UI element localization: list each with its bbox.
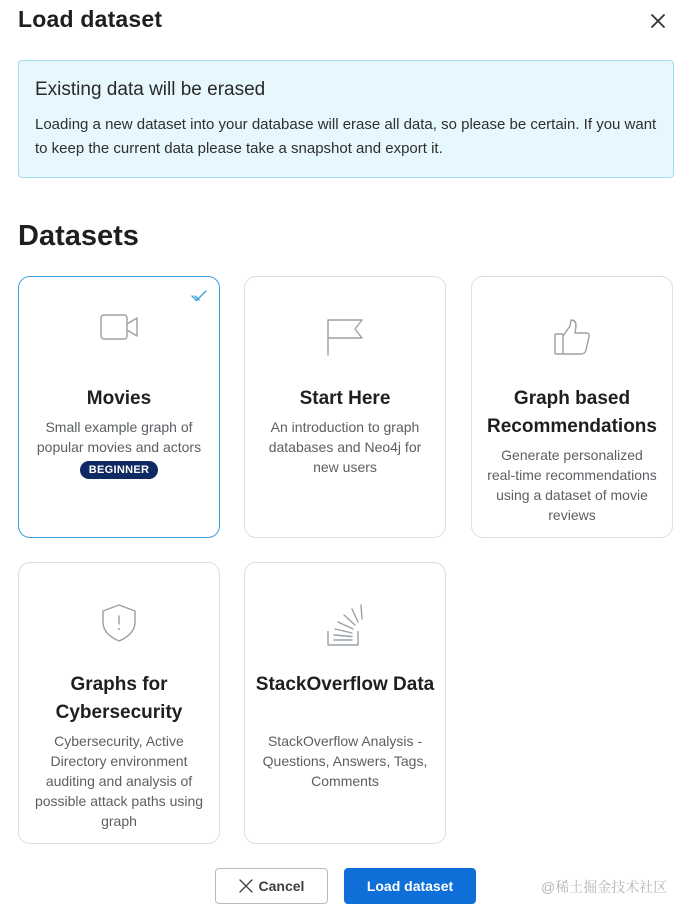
close-button[interactable] [646, 9, 670, 33]
card-description: An introduction to graph databases and Neo4j for new users [268, 419, 422, 475]
check-icon [191, 289, 207, 308]
card-description: Cybersecurity, Active Directory environment auditing and analysis of possible attack paths using graph [34, 733, 204, 829]
beginner-badge: BEGINNER [80, 461, 158, 479]
card-title: Movies [86, 388, 152, 409]
thumbs-up-icon [472, 317, 672, 357]
dialog-title: Load dataset [18, 6, 163, 32]
datasets-heading: Datasets [18, 220, 139, 252]
card-title: Graph based Recommendations [487, 388, 657, 437]
dataset-card-recommendations[interactable] [471, 276, 673, 538]
card-title: Start Here [299, 388, 391, 409]
warning-title: Existing data will be erased [35, 79, 266, 100]
shield-alert-icon [19, 603, 219, 643]
cancel-label: Cancel [258, 878, 305, 894]
erase-warning-banner [18, 60, 674, 178]
card-title: Graphs for Cybersecurity [55, 674, 183, 723]
load-label: Load dataset [366, 878, 454, 894]
dataset-card-cybersecurity[interactable] [18, 562, 220, 844]
card-description: Generate personalized real-time recommendations using a dataset of movie reviews [487, 447, 657, 523]
dataset-card-movies[interactable] [18, 276, 220, 538]
video-camera-icon [19, 313, 219, 341]
close-icon [650, 13, 666, 29]
cancel-button[interactable] [215, 868, 328, 904]
dataset-card-stackoverflow[interactable] [244, 562, 446, 844]
dataset-card-start-here[interactable] [244, 276, 446, 538]
card-description: Small example graph of popular movies and actors [36, 419, 202, 455]
load-dataset-button[interactable] [344, 868, 476, 904]
stackoverflow-icon [245, 601, 445, 647]
warning-text: Loading a new dataset into your database will erase all data, so please be certain. If you want to keep the current data please take a snapshot and export it. [35, 116, 657, 157]
card-description: StackOverflow Analysis - Questions, Answers, Tags, Comments [262, 733, 428, 789]
card-title: StackOverflow Data [255, 674, 435, 695]
close-icon [239, 879, 253, 893]
watermark: @稀土掘金技术社区 [541, 879, 668, 895]
flag-icon [245, 317, 445, 357]
